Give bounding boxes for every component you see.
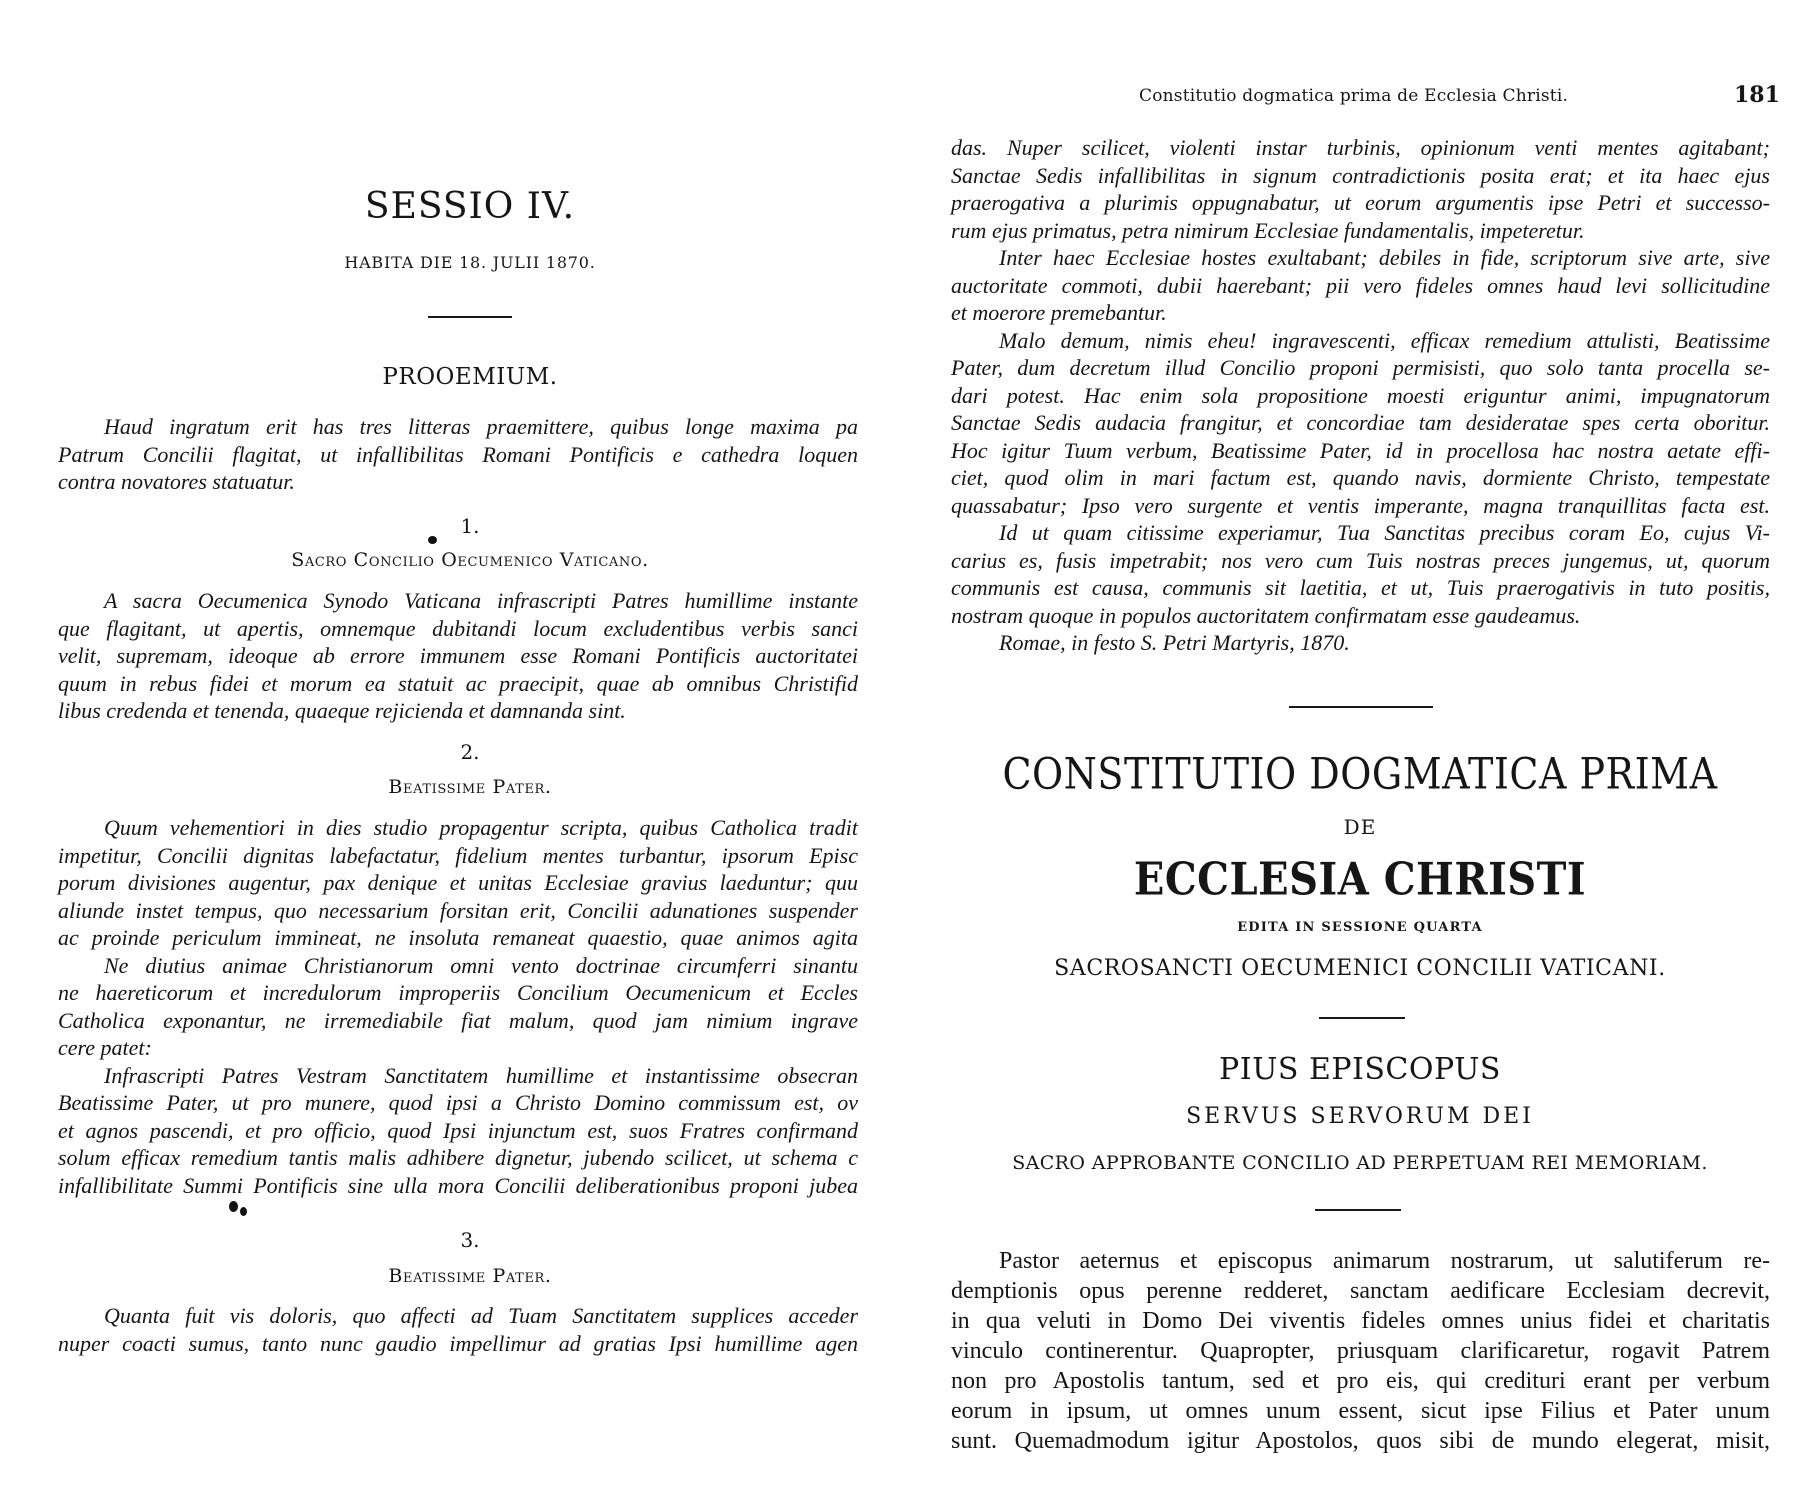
text-line: Catholica exponantur, ne irremediabile fiat malum, quod jam nimium ingrave <box>58 1007 858 1033</box>
sacro-line: SACRO APPROBANTE CONCILIO AD PERPETUAM REI MEMORIAM. <box>1012 1152 1708 1174</box>
edita-line: EDITA IN SESSIONE QUARTA <box>1237 920 1483 935</box>
text-line: contra novatores statuatur. <box>58 469 295 494</box>
text-line: in qua veluti in Domo Dei viventis fideles omnes unius fidei et charitatis <box>951 1308 1770 1334</box>
pastor-aeternus-text <box>951 1246 1770 1456</box>
text-line: Id ut quam citissime experiamur, Tua Sanctitas precibus coram Eo, cujus Vi- <box>999 520 1770 545</box>
letter-2-heading: Beatissime Pater. <box>388 776 552 798</box>
text-line: non pro Apostolis tantum, sed et pro eis, qui credituri erant per verbum <box>951 1368 1770 1394</box>
letter-3-continuation <box>951 134 1770 657</box>
section-divider <box>428 316 512 318</box>
ink-speck <box>428 536 437 544</box>
text-line: ac proinde periculum immineat, ne insoluta remaneat quaestio, quae animos agita <box>58 925 858 950</box>
text-line: Infrascripti Patres Vestram Sanctitatem humillime et instantissime obsecran <box>104 1062 858 1088</box>
running-header: Constitutio dogmatica prima de Ecclesia Christi. <box>1139 86 1569 106</box>
text-line: vinculo continerentur. Quapropter, priusquam clarificaretur, rogavit Patrem <box>951 1338 1770 1364</box>
text-line: Quanta fuit vis doloris, quo affecti ad Tuam Sanctitatem supplices acceder <box>104 1303 858 1328</box>
text-line: ciet, quod olim in mari factum est, quando navis, dormiente Christo, tempestate <box>951 465 1770 490</box>
prooemium-text <box>58 413 858 496</box>
text-line: Ne diutius animae Christianorum omni vento doctrinae circumferri sinantu <box>104 952 858 978</box>
constitution-title: CONSTITUTIO DOGMATICA PRIMA <box>1002 749 1718 799</box>
text-line: porum divisiones augentur, pax denique et unitas Ecclesiae gravius laeduntur; quu <box>58 870 858 895</box>
text-line: A sacra Oecumenica Synodo Vaticana infrascripti Patres humillime instante <box>104 588 858 613</box>
text-line: carius es, fusis impetrabit; nos vero cum Tuis nostras preces jungemus, ut, quorum <box>951 547 1770 573</box>
letter-2-text <box>58 814 858 1199</box>
page-number: 181 <box>1734 82 1780 108</box>
letter-2-number: 2. <box>460 740 480 764</box>
text-line: Pastor aeternus et episcopus animarum nostrarum, ut salutiferum re- <box>999 1248 1770 1274</box>
text-line: nuper coacti sumus, tanto nunc gaudio impellimur ad gratias Ipsi humillime agen <box>58 1330 858 1356</box>
text-line: das. Nuper scilicet, violenti instar turbinis, opinionum venti mentes agitabant; <box>951 135 1770 160</box>
text-line: auctoritate commoti, dubii haerebant; pii vero fideles omnes haud levi sollicitudine <box>951 272 1770 298</box>
text-line: Sanctae Sedis audacia frangitur, et concordiae tam desideratae spes certa oboritur. <box>951 410 1770 435</box>
text-line: ne haereticorum et incredulorum improperiis Concilium Oecumenicum et Eccles <box>58 980 858 1005</box>
text-line: et moerore premebantur. <box>951 300 1167 325</box>
text-line: solum efficax remedium tantis malis adhibere dignetur, jubendo scilicet, ut schema c <box>58 1145 858 1170</box>
text-line: eorum in ipsum, ut omnes unum essent, sicut ipse Filius et Pater unum <box>951 1398 1770 1424</box>
text-line: Hoc igitur Tuum verbum, Beatissime Pater, id in procellosa hac nostra aetate effi- <box>951 437 1770 463</box>
pius-title: PIUS EPISCOPUS <box>1219 1052 1501 1087</box>
letter-3-text <box>58 1302 858 1357</box>
text-line: Romae, in festo S. Petri Martyris, 1870. <box>999 630 1350 655</box>
prooemium-title: PROOEMIUM. <box>382 364 558 390</box>
text-line: aliunde instet tempus, quo necessarium forsitan erit, Concilii adunationes suspender <box>58 897 858 923</box>
section-divider <box>1315 1209 1401 1211</box>
text-line: Patrum Concilii flagitat, ut infallibilitas Romani Pontificis e cathedra loquen <box>58 441 858 467</box>
left-page <box>0 0 870 1500</box>
text-line: communis est causa, communis sit laetitia, et ut, Tuis praerogativis in tuto positis, <box>951 575 1770 600</box>
text-line: praerogativa a plurimis oppugnabatur, ut eorum argumentis ipse Petri et successo- <box>951 190 1770 215</box>
council-line: SACROSANCTI OECUMENICI CONCILII VATICANI. <box>1054 956 1666 981</box>
text-line: dari potest. Hac enim sola propositione moesti eriguntur animi, impugnatorum <box>951 382 1770 408</box>
letter-3-number: 3. <box>460 1228 480 1252</box>
ink-speck <box>229 1201 238 1212</box>
text-line: que flagitant, ut apertis, omnemque dubitandi locum excludentibus verbis sanci <box>58 615 858 641</box>
session-title: SESSIO IV. <box>364 186 576 227</box>
text-line: infallibilitate Summi Pontificis sine ulla mora Concilii deliberationibus proponi jubea <box>58 1172 858 1198</box>
letter-1-heading: Sacro Concilio Oecumenico Vaticano. <box>291 549 649 571</box>
ecclesia-title: ECCLESIA CHRISTI <box>1133 853 1587 906</box>
text-line: impetitur, Concilii dignitas labefactatur, fidelium mentes turbantur, ipsorum Episc <box>58 842 858 868</box>
text-line: velit, supremam, ideoque ab errore immunem esse Romani Pontificis auctoritatei <box>58 643 858 668</box>
text-line: Malo demum, nimis eheu! ingravescenti, efficax remedium attulisti, Beatissime <box>999 327 1770 353</box>
text-line: Quum vehementiori in dies studio propagentur scripta, quibus Catholica tradit <box>104 815 858 840</box>
text-line: sunt. Quemadmodum igitur Apostolos, quos sibi de mundo elegerat, misit, <box>951 1428 1770 1454</box>
text-line: demptionis opus perenne redderet, sanctam aedificare Ecclesiam decrevit, <box>951 1278 1770 1304</box>
text-line: rum ejus primatus, petra nimirum Ecclesiae fundamentalis, impeteretur. <box>951 217 1585 243</box>
section-divider <box>1289 706 1433 708</box>
text-line: et agnos pascendi, et pro officio, quod Ipsi injunctum est, suos Fratres confirmand <box>58 1117 858 1143</box>
text-line: nostram quoque in populos auctoritatem confirmatam esse gaudeamus. <box>951 602 1581 628</box>
text-line: quassabatur; Ipso vero surgente et ventis imperante, magna tranquillitas facta est. <box>951 492 1770 518</box>
letter-1-text <box>58 587 858 725</box>
right-page <box>904 0 1808 1500</box>
de-line: DE <box>1343 815 1377 839</box>
text-line: libus credenda et tenenda, quaeque rejicienda et damnanda sint. <box>58 698 626 723</box>
text-line: Beatissime Pater, ut pro munere, quod ipsi a Christo Domino commissum est, ov <box>58 1090 858 1115</box>
session-date: HABITA DIE 18. JULII 1870. <box>344 253 596 272</box>
ink-speck <box>240 1207 247 1216</box>
letter-1-number: 1. <box>460 514 480 538</box>
text-line: Haud ingratum erit has tres litteras praemittere, quibus longe maxima pa <box>104 414 858 439</box>
text-line: Sanctae Sedis infallibilitas in signum contradictionis posita erat; et ita haec ejus <box>951 162 1770 188</box>
servus-line: SERVUS SERVORUM DEI <box>1186 1104 1534 1129</box>
section-divider <box>1319 1017 1405 1019</box>
text-line: cere patet: <box>58 1035 152 1060</box>
text-line: quum in rebus fidei et morum ea statuit ac praecipit, quae ab omnibus Christifid <box>58 670 858 696</box>
text-line: Pater, dum decretum illud Concilio proponi permisisti, quo solo tanta procella se- <box>951 355 1770 380</box>
text-line: Inter haec Ecclesiae hostes exultabant; debiles in fide, scriptorum sive arte, sive <box>999 245 1770 270</box>
letter-3-heading: Beatissime Pater. <box>388 1265 552 1287</box>
